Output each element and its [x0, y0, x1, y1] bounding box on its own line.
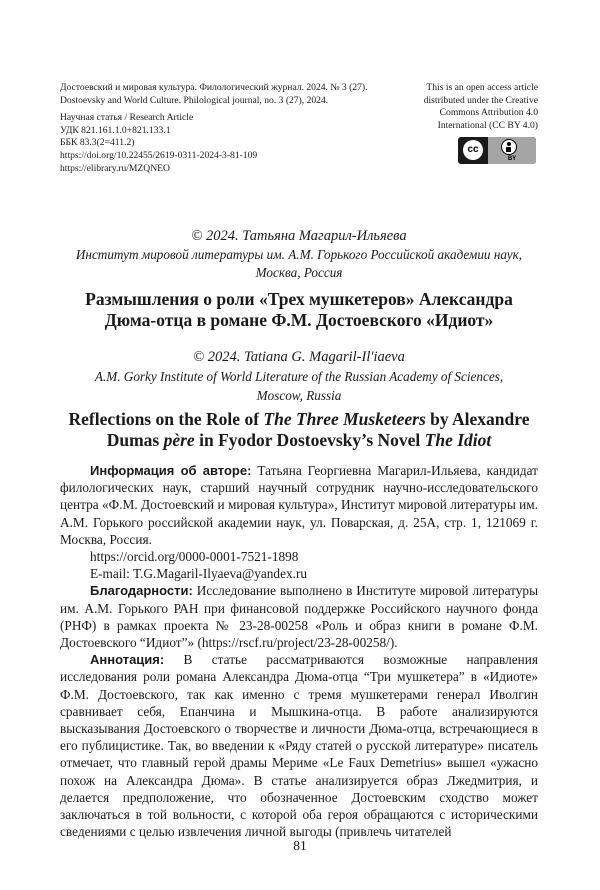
acknowledgements-paragraph — [60, 582, 538, 651]
journal-title-ru: Достоевский и мировая культура. Филологический журнал. 2024. № 3 (27). — [60, 82, 368, 93]
institute-en-line1: A.M. Gorky Institute of World Literature of the Russian Academy of Sciences, — [94, 369, 504, 384]
author-ru: © 2024. Татьяна Магарил-Ильяева — [191, 228, 407, 244]
author-info-paragraph — [60, 462, 538, 548]
title-ru-line1: Размышления о роли «Трех мушкетеров» Александра — [85, 289, 513, 309]
email-link[interactable]: E-mail: T.G.Magaril-Ilyaeva@yandex.ru — [90, 566, 308, 582]
title-en — [60, 409, 538, 451]
cc-by-logo — [458, 137, 536, 164]
attribution-person-icon — [501, 139, 517, 155]
author-info-label: Информация об авторе: — [90, 463, 252, 478]
title-ru-line2: Дюма-отца в романе Ф.М. Достоевского «Идиот» — [104, 310, 494, 330]
journal-title-en: Dostoevsky and World Culture. Philological journal, no. 3 (27), 2024. — [60, 94, 329, 106]
author-info-text: Татьяна Георгиевна Магарил-Ильяева, кандидат филологических наук, старший научный сотрудник научно-исследовательского центра «Ф.М. Достоевский и мировая культура», Институт мировой литературы им. А.М. Горького российской академии наук, ул. Поварская, д. 25А, стр. 1, 121069 г. Москва, Россия. — [60, 463, 538, 547]
orcid-link[interactable]: https://orcid.org/0000-0001-7521-1898 — [90, 549, 299, 565]
institute-ru — [60, 246, 538, 282]
institute-ru-line1: Институт мировой литературы им. А.М. Горького Российской академии наук, — [75, 247, 523, 262]
institute-ru-line2: Москва, Россия — [255, 265, 343, 280]
article-body — [60, 462, 538, 840]
institute-en — [60, 367, 538, 405]
license-note — [410, 82, 538, 132]
cc-by-label: BY — [507, 156, 517, 162]
title-ru — [60, 289, 538, 331]
acknowledgements-text: Исследование выполнено в Институте мировой литературы им. А.М. Горького РАН при финансовой поддержке Российского научного фонда (РНФ) в рамках проекта № 23-28-00258 «Роль и образ книги в романе Ф.М. Достоевского “Идиот”» (https://rscf.ru/project/23-28-00258/). — [60, 583, 538, 651]
abstract-text: В статье рассматриваются возможные направления исследования роли романа Александра Дюма-отца “Три мушкетера” в «Идиоте» Ф.М. Достоевского, так как именно с тремя мушкетерами генерал Иволгин сравнивает себя, Епанчина и Мышкина-отца. В работе анализируются высказывания Достоевского о творчестве и личности Дюма-отца, встречающиеся в его публицистике. Так, во введении к «Ряду статей о русской литературе» писатель отмечает, что главный герой драмы Мериме «Le Faux Demetrius» вышел «ужасно похож на Александра Дюма». В статье анализируется образ Лжедмитрия, и делается предположение, что обозначенное Достоевским сходство может заключаться в той вольности, с которой оба героя обращаются с историческими сведениями с целью извлечения личной выгоды (привлечь читателей — [60, 652, 538, 840]
cc-by-panel — [488, 137, 536, 164]
journal-header — [60, 82, 410, 175]
elibrary-link[interactable]: https://elibrary.ru/MZQNEO — [60, 162, 170, 174]
page-number: 81 — [293, 838, 307, 853]
license-line: This is an open access article — [426, 82, 538, 93]
license-line: International (CC BY 4.0) — [437, 119, 538, 131]
author-en: © 2024. Tatiana G. Magaril-Il'iaeva — [193, 349, 405, 365]
license-line: distributed under the Creative — [423, 94, 538, 106]
article-type: Научная статья / Research Article — [60, 112, 194, 124]
doi-link[interactable]: https://doi.org/10.22455/2619-0311-2024-3-81-109 — [60, 149, 258, 161]
creative-commons-icon: cc — [463, 140, 483, 160]
license-line: Commons Attribution 4.0 — [439, 107, 538, 119]
acknowledgements-label: Благодарности: — [90, 583, 193, 599]
title-en-line1: Reflections on the Role of The Three Musketeers by Alexandre — [68, 409, 530, 429]
abstract-label: Аннотация: — [90, 652, 165, 668]
institute-en-line2: Moscow, Russia — [256, 388, 342, 403]
title-en-line2: Dumas père in Fyodor Dostoevsky’s Novel The Idiot — [106, 430, 492, 450]
bbk-code: ББК 83.3(2=411.2) — [60, 137, 135, 149]
udk-code: УДК 821.161.1.0+821.133.1 — [60, 124, 171, 136]
abstract-paragraph — [60, 651, 538, 840]
